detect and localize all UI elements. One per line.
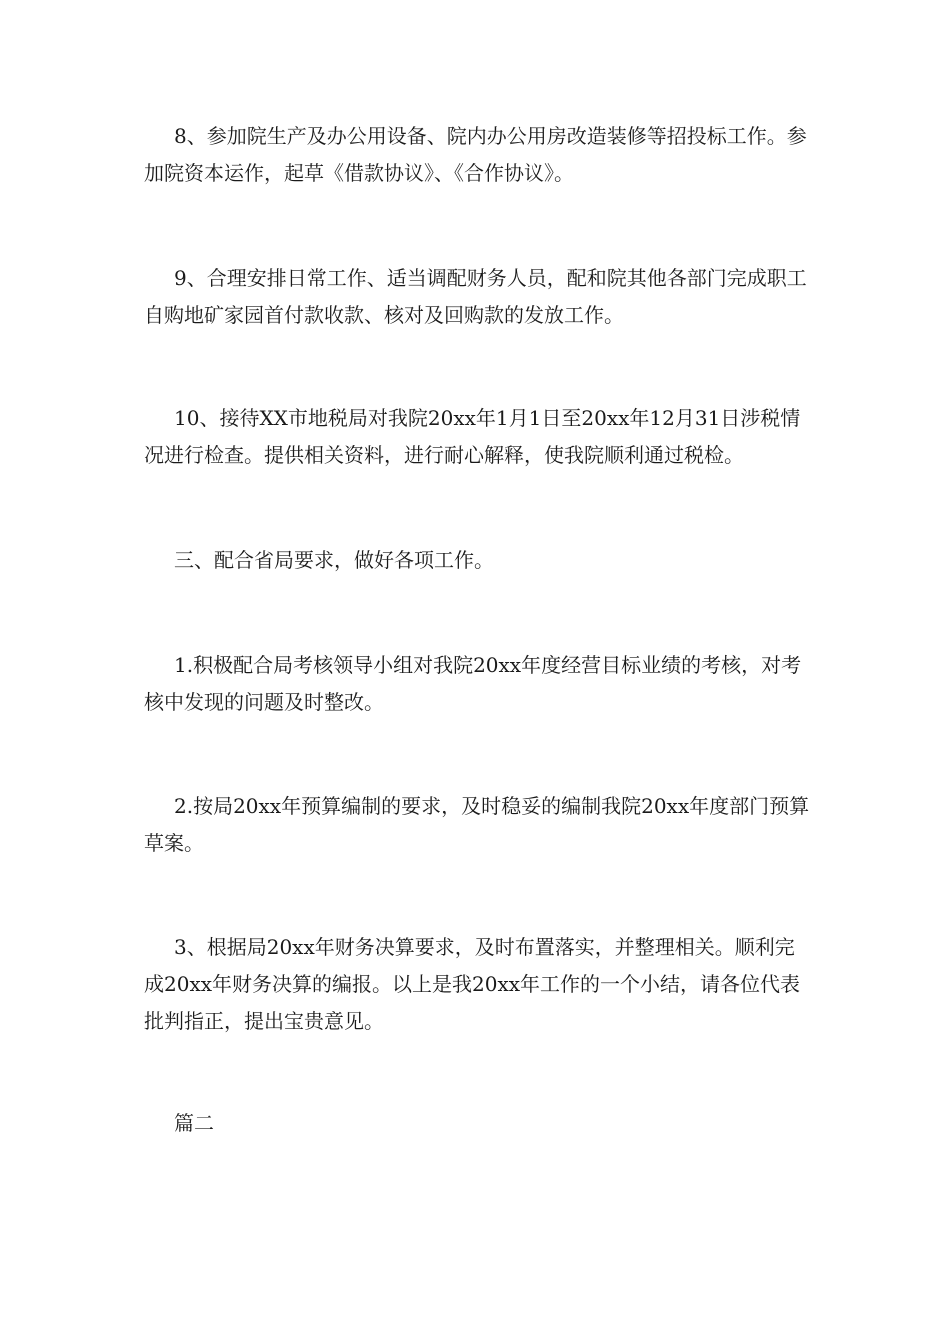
paragraph-subitem-1: 1.积极配合局考核领导小组对我院20xx年度经营目标业绩的考核，对考核中发现的问题及时整改。 [144, 653, 802, 714]
paragraph-subitem-3: 3、根据局20xx年财务决算要求，及时布置落实，并整理相关。顺利完成20xx年财务决算的编报。以上是我20xx年工作的一个小结，请各位代表批判指正，提出宝贵意见。 [144, 935, 801, 1033]
chapter-heading-part-two: 篇二 [174, 1111, 214, 1135]
section-heading-3: 三、配合省局要求，做好各项工作。 [174, 548, 494, 572]
paragraph-item-8: 8、参加院生产及办公用设备、院内办公用房改造装修等招投标工作。参加院资本运作，起草《借款协议》、《合作协议》。 [144, 124, 807, 185]
paragraph-item-10: 10、接待XX市地税局对我院20xx年1月1日至20xx年12月31日涉税情况进行检查。提供相关资料，进行耐心解释，使我院顺利通过税检。 [144, 406, 801, 467]
paragraph-subitem-2: 2.按局20xx年预算编制的要求，及时稳妥的编制我院20xx年度部门预算草案。 [144, 794, 810, 855]
paragraph-item-9: 9、合理安排日常工作、适当调配财务人员，配和院其他各部门完成职工自购地矿家园首付款收款、核对及回购款的发放工作。 [144, 266, 807, 327]
